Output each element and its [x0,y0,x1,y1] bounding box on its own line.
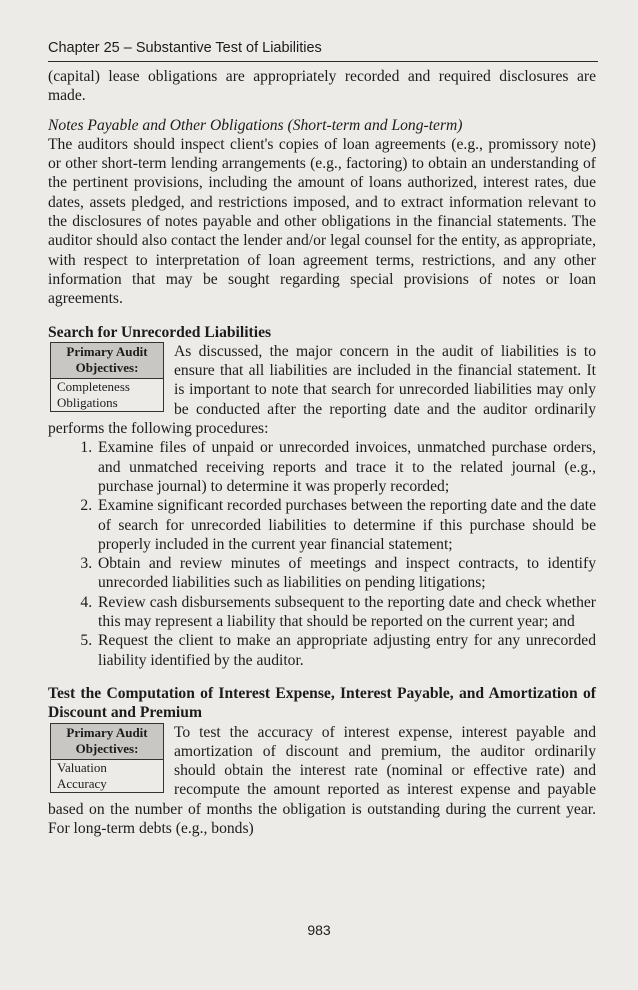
procedure-item: 4. Review cash disbursements subsequent to the reporting date and check whether this may represent a liability that should be reported on the current year; and [96,593,596,632]
intro-continuation: (capital) lease obligations are appropriately recorded and required disclosures are made. [48,68,596,105]
notes-payable-heading: Notes Payable and Other Obligations (Short-term and Long-term) [48,116,463,134]
unrecorded-liabilities-heading: Search for Unrecorded Liabilities [48,323,272,341]
header-rule [48,61,598,62]
interest-computation-body: To test the accuracy of interest expense, interest payable and amortization of discount and premium, the auditor ordinarily should obtain the interest rate (nominal or effective rate) and recompute the amount reported as interest expense and payable based on the number of months the obligation is outstanding during the current year. For long-term debts (e.g., bonds) [48,723,596,837]
objectives-box-unrecorded [50,342,164,412]
procedure-item: 2. Examine significant recorded purchases between the reporting date and the date of search for unrecorded liabilities to determine if this purchase should be properly included in the current year financial statement; [96,496,596,554]
chapter-header: Chapter 25 – Substantive Test of Liabilities [48,40,322,56]
objectives-box-interest [50,723,164,793]
objective-item: Completeness [57,378,130,394]
unrecorded-section [48,342,596,438]
notes-payable-body: The auditors should inspect client's copies of loan agreements (e.g., promissory note) or other short-term lending arrangements (e.g., factoring) to obtain an understanding of the pertinent provisions, including the amount of loans authorized, interest rates, due dates, assets pledged, and restrictions imposed, and to extract information relevant to the disclosures of notes payable and other obligations in the financial statements. The auditor should also contact the lender and/or legal counsel for the entity, as appropriate, with respect to interpretation of loan agreement terms, restrictions, and any other information that may be sought regarding special provisions of notes or loan agreements. [48,135,596,308]
objective-item: Obligations [57,394,118,410]
objective-item: Valuation [57,759,107,775]
objective-item: Accuracy [57,775,107,791]
interest-section [48,723,596,839]
procedures-list [48,438,596,670]
objectives-box-label: Primary Audit Objectives: [51,724,163,760]
procedure-item: 3. Obtain and review minutes of meetings and inspect contracts, to identify unrecorded liabilities such as liabilities on pending litigations; [96,554,596,593]
unrecorded-liabilities-body: As discussed, the major concern in the audit of liabilities is to ensure that all liabilities are included in the financial statement. It is important to note that search for unrecorded liabilities may only be conducted after the reporting date and the auditor ordinarily performs the following procedures: [48,342,596,438]
objectives-box-label: Primary Audit Objectives: [51,343,163,379]
procedure-item: 1. Examine files of unpaid or unrecorded invoices, unmatched purchase orders, and unmatched receiving reports and trace it to the related journal (e.g., purchase journal) to determine it was properly recorded; [96,438,596,496]
interest-computation-heading: Test the Computation of Interest Expense, Interest Payable, and Amortization of Discount and Premium [48,684,596,722]
procedure-item: 5. Request the client to make an appropriate adjusting entry for any unrecorded liability identified by the auditor. [96,631,596,670]
page-number: 983 [307,922,331,938]
page-content [48,67,596,838]
